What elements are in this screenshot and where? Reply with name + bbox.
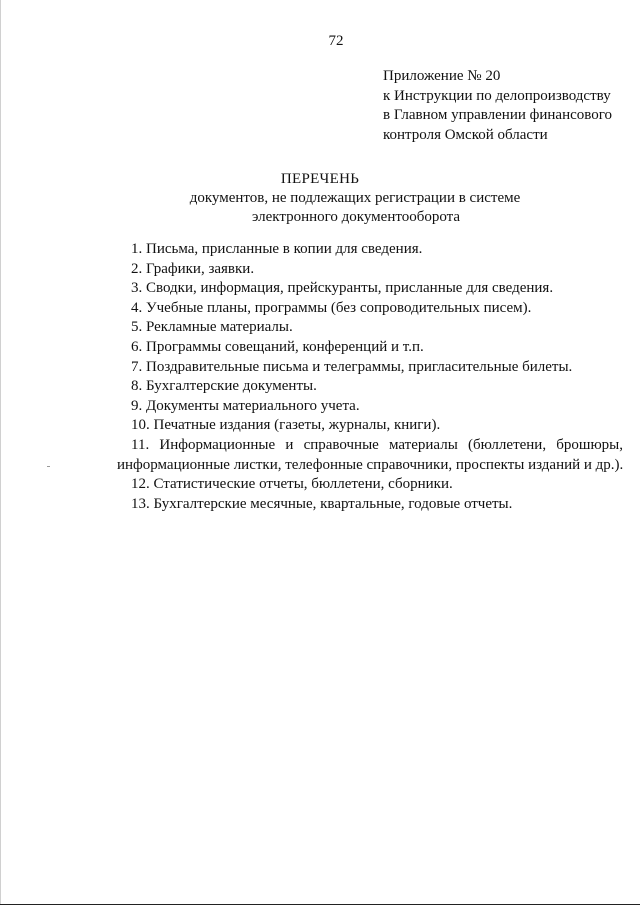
list-item: 10. Печатные издания (газеты, журналы, книги). [131, 417, 441, 434]
document-title: ПЕРЕЧЕНЬ [280, 171, 360, 187]
document-heading [0, 170, 640, 227]
appendix-line: к Инструкции по делопроизводству [383, 87, 611, 104]
list-item: 7. Поздравительные письма и телеграммы, пригласительные билеты. [131, 358, 573, 375]
list-item-continuation: информационные листки, телефонные справочники, проспекты изданий и др.). [117, 456, 624, 473]
appendix-line: контроля Омской области [383, 126, 548, 143]
list-item: 1. Письма, присланные в копии для сведения. [131, 241, 423, 257]
appendix-block [383, 67, 633, 145]
list-item: 4. Учебные планы, программы (без сопроводительных писем). [131, 299, 532, 316]
list-item: 13. Бухгалтерские месячные, квартальные, годовые отчеты. [131, 495, 513, 512]
list-item: 2. Графики, заявки. [131, 260, 255, 277]
appendix-line: в Главном управлении финансового [383, 107, 613, 123]
document-subtitle-line: электронного документооборота [251, 209, 461, 225]
document-list [117, 240, 624, 514]
page-left-edge [0, 0, 1, 905]
list-item: 6. Программы совещаний, конференций и т.п. [131, 338, 424, 355]
list-item: 11. Информационные и справочные материалы (бюллетени, брошюры, [131, 436, 623, 453]
page-number: 72 [328, 33, 344, 49]
appendix-line: Приложение № 20 [383, 68, 501, 84]
list-item: 3. Сводки, информация, прейскуранты, присланные для сведения. [131, 280, 554, 297]
list-item: 9. Документы материального учета. [131, 397, 360, 414]
list-item: 12. Статистические отчеты, бюллетени, сборники. [131, 476, 453, 493]
list-item: 5. Рекламные материалы. [131, 319, 293, 336]
list-item: 8. Бухгалтерские документы. [131, 378, 317, 395]
document-subtitle-line: документов, не подлежащих регистрации в системе [189, 190, 521, 206]
scan-speck [47, 466, 50, 467]
